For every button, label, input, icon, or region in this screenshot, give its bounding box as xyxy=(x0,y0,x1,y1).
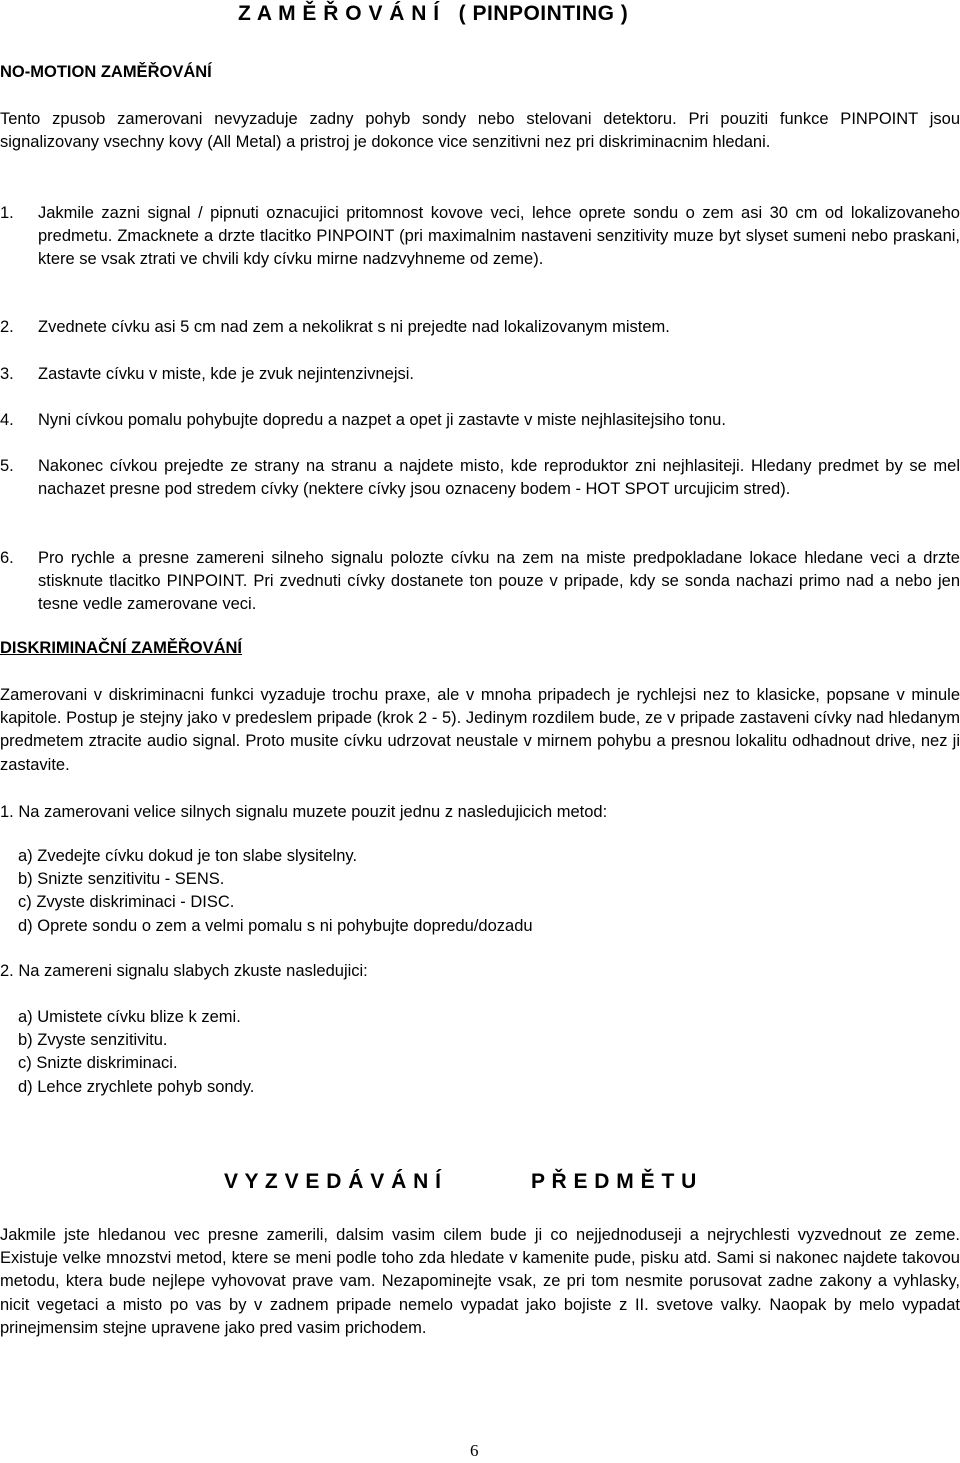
page-title: Z A M Ě Ř O V Á N Í ( PINPOINTING ) xyxy=(238,2,629,25)
step-number: 6. xyxy=(0,549,14,567)
step-number: 2. xyxy=(0,318,14,336)
page-number: 6 xyxy=(470,1441,479,1460)
step-text: Nyni cívkou pomalu pohybujte dopredu a nazpet a opet ji zastavte v miste nejhlasitejsiho tonu. xyxy=(38,411,726,429)
list-item: d) Oprete sondu o zem a velmi pomalu s ni pohybujte dopredu/dozadu xyxy=(18,916,533,935)
step-number: 1. xyxy=(0,204,14,222)
step-number: 5. xyxy=(0,457,14,475)
step-item xyxy=(0,363,960,386)
strong-signal-methods xyxy=(18,845,533,938)
list-item: b) Zvyste senzitivitu. xyxy=(18,1031,168,1050)
step-item xyxy=(0,547,960,617)
weak-signal-methods xyxy=(18,1006,254,1099)
list-item: c) Zvyste diskriminaci - DISC. xyxy=(18,893,235,912)
list-item: a) Umistete cívku blize k zemi. xyxy=(18,1008,241,1026)
step-text: Jakmile zazni signal / pipnuti oznacujici pritomnost kovove veci, lehce oprete sondu o zem asi 30 cm od lokalizovaneho predmetu. Zmacknete a drzte tlacitko PINPOINT (pri maximalnim nastaveni senzitivity muze byt slyset sumeni nebo praskani, ktere se vsak ztrati ve chvili kdy cívku mirne nadzvyhneme od zeme). xyxy=(38,204,960,269)
list-item: b) Snizte senzitivitu - SENS. xyxy=(18,870,225,889)
list-item: c) Snizte diskriminaci. xyxy=(18,1054,178,1073)
step-text: Zastavte cívku v miste, kde je zvuk nejintenzivnejsi. xyxy=(38,365,414,383)
list-item: d) Lehce zrychlete pohyb sondy. xyxy=(18,1077,255,1096)
step-item xyxy=(0,455,960,501)
section-heading-retrieval-part1: V Y Z V E D Á V Á N Í xyxy=(224,1170,442,1193)
step-text: Zvednete cívku asi 5 cm nad zem a nekolikrat s ni prejedte nad lokalizovanym mistem. xyxy=(38,318,670,336)
step-text: Pro rychle a presne zamereni silneho signalu polozte cívku na zem na miste predpokladane lokace hledane veci a drzte stisknute tlacitko PINPOINT. Pri zvednuti cívky dostanete ton pouze v pripade, kdy se sonda nachazi primo nad a nebo jen tesne vedle zamerovane veci. xyxy=(38,549,960,614)
step-number: 4. xyxy=(0,411,14,429)
step-number: 3. xyxy=(0,365,14,383)
list-item: a) Zvedejte cívku dokud je ton slabe slysitelny. xyxy=(18,847,358,865)
method-heading-strong: 1. Na zamerovani velice silnych signalu muzete pouzit jednu z nasledujicich metod: xyxy=(0,803,608,821)
step-item xyxy=(0,202,960,272)
method-heading-weak: 2. Na zamereni signalu slabych zkuste nasledujici: xyxy=(0,962,368,980)
section-heading-no-motion: NO-MOTION ZAMĚŘOVÁNÍ xyxy=(0,63,212,81)
step-text: Nakonec cívkou prejedte ze strany na stranu a najdete misto, kde reproduktor zni nejhlasiteji. Hledany predmet by se mel nachazet presne pod stredem cívky (nektere cívky jsou oznaceny bodem - HOT SPOT urcujicim stred). xyxy=(38,457,960,499)
section-heading-discrimination: DISKRIMINAČNÍ ZAMĚŘOVÁNÍ xyxy=(0,639,242,657)
retrieval-paragraph: Jakmile jste hledanou vec presne zamerili, dalsim vasim cilem bude ji co nejjednoduseji a nejrychlesti vyzvednout ze zeme. Existuje velke mnozstvi metod, ktere se meni podle toho zda hledate v kamenite pude, pisku atd. Sami si nakonec najdete takovou metodu, ktera bude nejlepe vyhovovat prave vam. Nezapominejte vsak, ze pri tom nesmite porusovat zadne zakony a vyhlasky, nicit vegetaci a misto po vas by v zadnem pripade nemelo vypadat jako bojiste z II. svetove valky. Naopak by melo vypadat prinejmensim stejne upravene jako pred vasim prichodem. xyxy=(0,1226,960,1337)
section-heading-retrieval-part2: P Ř E D M Ě T U xyxy=(531,1170,697,1193)
step-item xyxy=(0,409,960,432)
step-item xyxy=(0,316,960,339)
intro-paragraph: Tento zpusob zamerovani nevyzaduje zadny pohyb sondy nebo stelovani detektoru. Pri pouziti funkce PINPOINT jsou signalizovany vsechny kovy (All Metal) a pristroj je dokonce vice senzitivni nez pri diskriminacnim hledani. xyxy=(0,110,960,152)
discrimination-paragraph: Zamerovani v diskriminacni funkci vyzaduje trochu praxe, ale v mnoha pripadech je rychlejsi nez to klasicke, popsane v minule kapitole. Postup je stejny jako v predeslem pripade (krok 2 - 5). Jedinym rozdilem bude, ze v pripade zastaveni cívky nad hledanym predmetem ztracite audio signal. Proto musite cívku udrzovat neustale v mirnem pohybu a presnou lokalitu odhadnout drive, nez ji zastavite. xyxy=(0,686,960,774)
